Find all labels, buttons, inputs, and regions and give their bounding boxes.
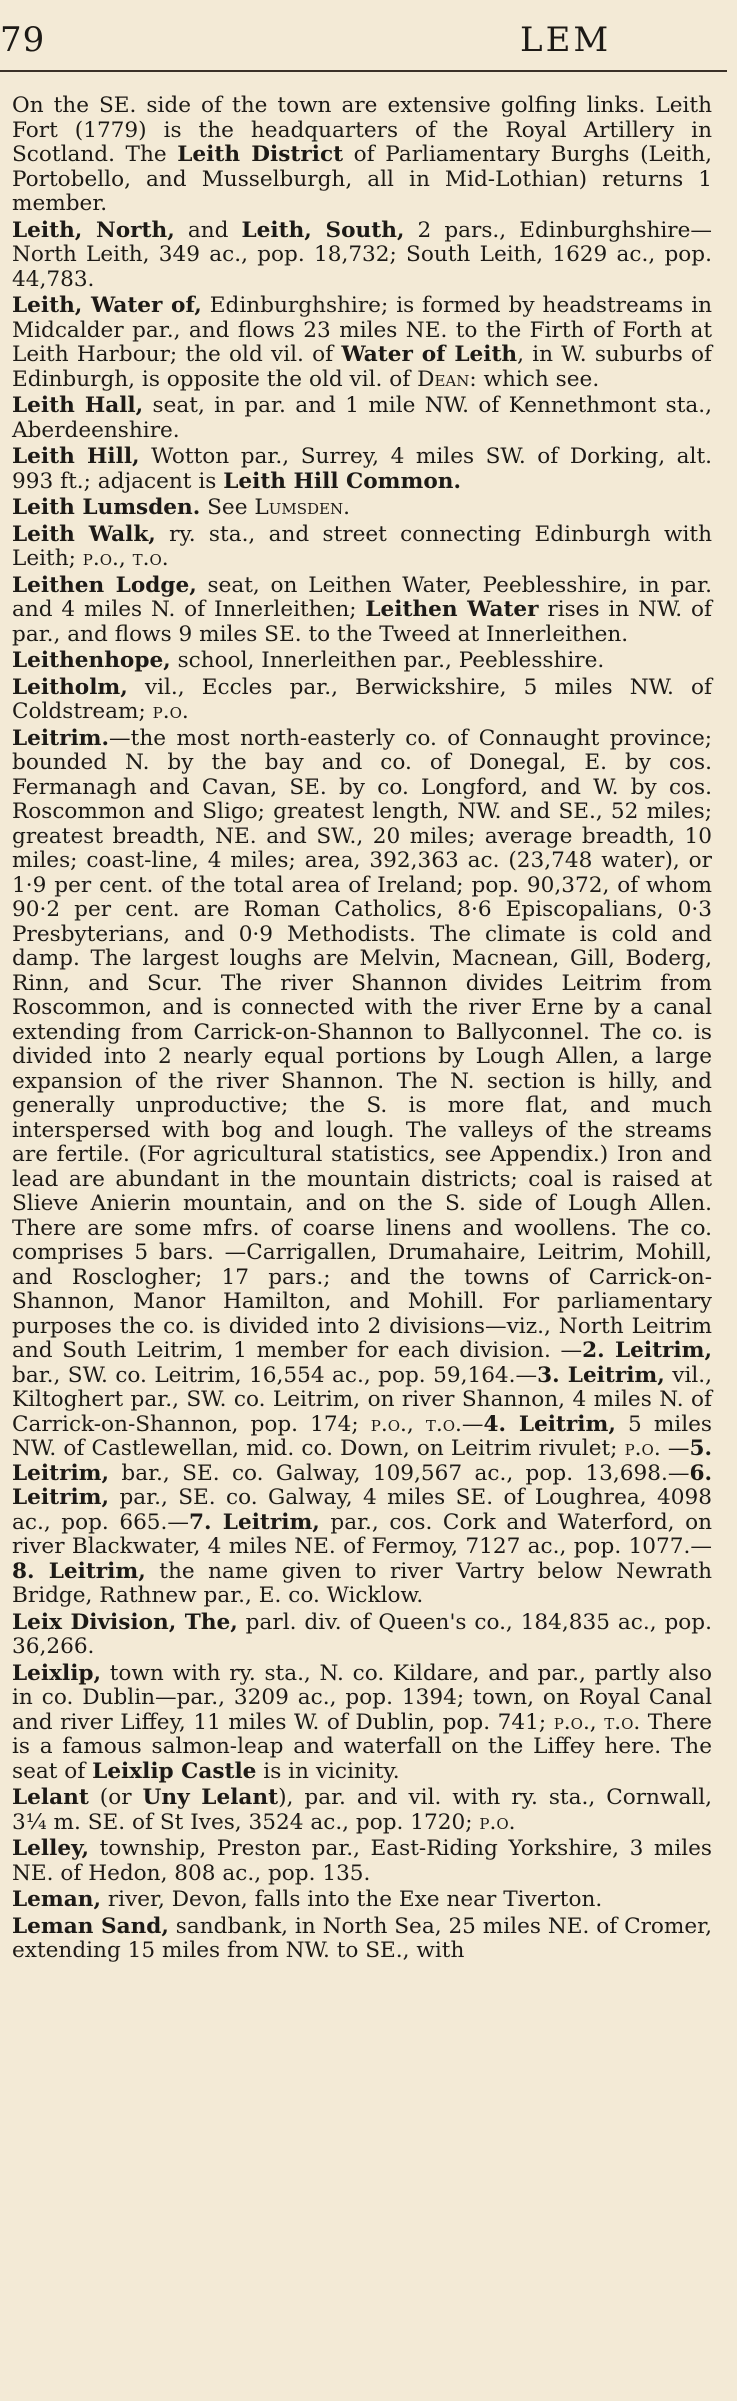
entry-text: (or (88, 1785, 143, 1810)
running-headword: LEM (520, 20, 612, 60)
entry-headword: Leixlip Castle (92, 1758, 257, 1784)
entry-headword: Leman Sand, (12, 1913, 169, 1939)
entry-text: of Parliamentary Burghs (Leith, Portobello, and Musselburgh, all in Mid-Lothian) returns 1 member. (12, 142, 712, 216)
entry-headword: 4. Leitrim, (483, 1411, 616, 1437)
entry-headword: 7. Leitrim, (189, 1509, 320, 1535)
entry-text: parl. div. of Queen's co., 184,835 ac., pop. 36,266. (12, 1609, 712, 1659)
entry-leman-sand (12, 1915, 712, 1964)
entry-headword: Leith Walk, (12, 521, 156, 547)
small-caps-text: p.o. (624, 1436, 661, 1461)
entry-text: 2 pars., Edinburghshire—North Leith, 349 ac., pop. 18,732; South Leith, 1629 ac., pop. 44,783. (12, 217, 712, 292)
entry-leithen-lodge (12, 574, 712, 648)
entry-headword: Leith, South, (241, 217, 405, 243)
entry-headword: Water of Leith (341, 342, 518, 367)
entry-text: Edinburghshire; is formed by headstreams in Midcalder par., and flows 23 miles NE. to the Firth of Forth at Leith Harbour; the old vil. of (12, 293, 713, 367)
entry-text: —the most north-easterly co. of Connaught province; bounded N. by the bay and co. of Donegal, E. by cos. Fermanagh and Cavan, SE. by co. Longford, and W. by cos. Roscommon and Sligo; greatest length, NW. and SE., 52 miles; greatest breadth, NE. and SW., 20 miles; average breadth, 10 miles; coast-line, 4 miles; area, 392,363 ac. (23,748 water), or 1·9 per cent. of the total area of Ireland; pop. 90,372, of whom 90·2 per cent. are Roman Catholics, 8·6 Episcopalians, 0·3 Presbyterians, and 0·9 Methodists. The climate is cold and damp. The largest loughs are Melvin, Macnean, Gill, Boderg, Rinn, and Scur. The river Shannon divides Leitrim from Roscommon, and is connected with the river Erne by a canal extending from Carrick-on-Shannon to Ballyconnel. The co. is divided into 2 nearly equal portions by Lough Allen, a large expansion of the river Shannon. The N. section is hilly, and generally unproductive; the S. is more flat, and much interspersed with bog and lough. The valleys of the streams are fertile. (For agricultural statistics, see Appendix.) Iron and lead are abundant in the mountain districts; coal is raised at Slieve Anierin mountain, and on the S. side of Lough Allen. There are some mfrs. of coarse linens and woollens. The co. comprises 5 bars. —Carrigallen, Drumahaire, Leitrim, Mohill, and Rosclogher; 17 pars.; and the towns of Carrick-on-Shannon, Manor Hamilton, and Mohill. For parliamentary purposes the co. is divided into 2 divisions—viz., North Leitrim and South Leitrim, 1 member for each division. — (12, 725, 712, 1363)
entry-lelant (12, 1786, 712, 1835)
entry-headword: Leith District (177, 142, 344, 167)
entry-text: township, Preston par., East-Riding Yorkshire, 3 miles NE. of Hedon, 808 ac., pop. 135. (12, 1836, 712, 1886)
entry-headword: Leix Division, The, (12, 1609, 238, 1635)
small-caps-text: p.o. (152, 699, 189, 724)
entry-headword: Leithenhope, (12, 648, 171, 673)
entry-leith-cont (12, 94, 712, 217)
entry-text: seat, on Leithen Water, Peeblesshire, in par. and 4 miles N. of Innerleithen; (12, 572, 712, 622)
entry-text: ), par. and vil. with ry. sta., Cornwall, 3¼ m. SE. of St Ives, 3524 ac., pop. 1720; (12, 1785, 712, 1835)
small-caps-text: p.o., t.o. (370, 1411, 462, 1437)
entry-text: sandbank, in North Sea, 25 miles NE. of Cromer, extending 15 miles from NW. to SE., with (12, 1913, 713, 1963)
entry-leitrim (12, 727, 712, 1609)
entry-leitholm (12, 676, 712, 725)
entry-text: vil., Eccles par., Berwickshire, 5 miles NW. of Coldstream; (12, 674, 712, 724)
entry-text: school, Innerleithen par., Peeblesshire. (170, 648, 605, 673)
small-caps-text: p.o. (479, 1809, 516, 1835)
entry-headword: 8. Leitrim, (12, 1558, 146, 1584)
entry-headword: 5. Leitrim, (12, 1436, 712, 1486)
small-caps-text: Lumsden (254, 495, 344, 520)
entry-headword: Leith Hill Common. (223, 468, 461, 494)
entry-text: : which see. (469, 366, 600, 392)
entry-headword: Lelant (12, 1785, 89, 1810)
entry-text: river, Devon, falls into the Exe near Tiverton. (100, 1887, 603, 1912)
entry-headword: 3. Leitrim, (537, 1362, 665, 1388)
entries-column (12, 94, 712, 1964)
entry-headword: Leithen Lodge, (12, 572, 197, 598)
entry-headword: Leithen Water (365, 597, 539, 622)
entry-leith-north-south (12, 219, 712, 293)
entry-text: and (174, 217, 242, 243)
small-caps-text: p.o., t.o. (82, 546, 169, 571)
entry-headword: Leman, (12, 1887, 101, 1912)
entry-headword: 6. Leitrim, (12, 1460, 712, 1510)
entry-headword: Leith Hill, (12, 444, 140, 469)
entry-text: , in W. suburbs of Edinburgh, is opposite the old vil. of (12, 342, 713, 392)
entry-headword: Leitrim. (12, 725, 110, 751)
entry-text: the name given to river Vartry below Newrath Bridge, Rathnew par., E. co. Wicklow. (12, 1558, 713, 1608)
header-rule (0, 70, 727, 72)
entry-headword: Lelley, (12, 1836, 90, 1861)
entry-text: — (660, 1436, 690, 1461)
entry-leixlip (12, 1662, 712, 1785)
entry-text: There is a famous salmon-leap and waterfall on the Liffey here. The seat of (12, 1709, 712, 1784)
entry-text: — (461, 1411, 484, 1437)
page-header (0, 0, 737, 72)
entry-text: par., SE. co. Galway, 4 miles SE. of Loughrea, 4098 ac., pop. 665.— (12, 1485, 712, 1535)
entry-leith-water-of (12, 294, 712, 392)
entry-headword: Leith, Water of, (12, 293, 202, 318)
entry-text: seat, in par. and 1 mile NW. of Kennethmont sta., Aberdeenshire. (12, 393, 712, 443)
page-number: 79 (0, 20, 46, 60)
entry-text: town with ry. sta., N. co. Kildare, and par., partly also in co. Dublin—par., 3209 ac., pop. 1394; town, on Royal Canal and river Liffey, 11 miles W. of Dublin, pop. 741; (12, 1660, 712, 1735)
small-caps-text: Dean (417, 366, 470, 392)
entry-leith-walk (12, 523, 712, 572)
entry-text: 5 miles NW. of Castlewellan, mid. co. Down, on Leitrim rivulet; (12, 1411, 712, 1461)
small-caps-text: p.o., t.o. (553, 1709, 641, 1735)
entry-leithenhope (12, 649, 712, 674)
entry-text: rises in NW. of par., and flows 9 miles SE. to the Tweed at Innerleithen. (12, 597, 712, 647)
entry-text: is in vicinity. (256, 1758, 400, 1784)
entry-headword: Leith, North, (12, 217, 175, 243)
entry-text: bar., SW. co. Leitrim, 16,554 ac., pop. 59,164.— (12, 1362, 538, 1388)
entry-leith-hill (12, 445, 712, 494)
entry-text: par., cos. Cork and Waterford, on river Blackwater, 4 miles NE. of Fermoy, 7127 ac., pop. 1077.— (12, 1509, 713, 1559)
entry-headword: Leith Hall, (12, 393, 144, 418)
entry-headword: Leith Lumsden. (12, 495, 201, 520)
entry-leith-lumsden (12, 496, 712, 521)
entry-text: See (200, 495, 255, 520)
entry-headword: 2. Leitrim, (582, 1338, 712, 1363)
entry-leith-hall (12, 394, 712, 443)
entry-headword: Leitholm, (12, 674, 128, 700)
entry-headword: Uny Lelant (142, 1785, 279, 1810)
entry-text: . (343, 495, 350, 520)
entry-headword: Leixlip, (12, 1660, 102, 1686)
entry-text: On the SE. side of the town are extensive golfing links. Leith Fort (1779) is the headquarters of the Royal Artillery in Scotland. The (12, 93, 712, 167)
entry-text: ry. sta., and street connecting Edinburgh with Leith; (12, 521, 712, 571)
entry-leman-river (12, 1888, 712, 1913)
entry-leix-division (12, 1611, 712, 1660)
entry-text: Wotton par., Surrey, 4 miles SW. of Dorking, alt. 993 ft.; adjacent is (12, 444, 712, 494)
entry-text: bar., SE. co. Galway, 109,567 ac., pop. 13,698.— (109, 1460, 690, 1486)
entry-lelley (12, 1837, 712, 1886)
entry-text: vil., Kiltoghert par., SW. co. Leitrim, on river Shannon, 4 miles N. of Carrick-on-Shannon, pop. 174; (12, 1362, 712, 1437)
